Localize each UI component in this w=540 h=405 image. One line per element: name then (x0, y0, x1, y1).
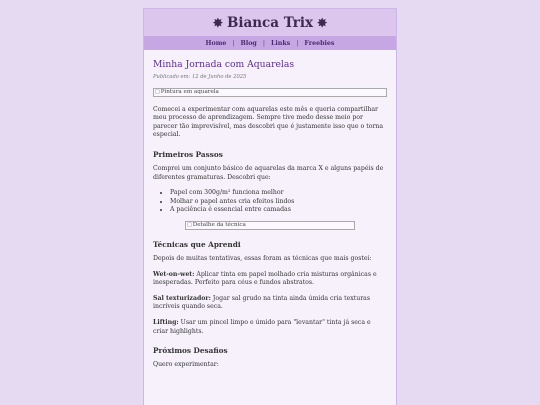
broken-image-technique (185, 221, 355, 230)
nav-link-freebies[interactable]: Freebies (304, 39, 335, 47)
technique-paragraph (153, 319, 387, 336)
list-item: • Papel com 300g/m² funciona melhor (170, 189, 387, 198)
technique-name: Lifting: (153, 318, 179, 326)
intro-paragraph: Comecei a experimentar com aquarelas este mês e queria compartilhar meu processo de aprendizagem. Sempre tive medo desse meio por parecer tão imprevisível, mas descobri que é justamente isso que o torna especial. (153, 105, 384, 139)
technique-name: Wet-on-wet: (153, 270, 195, 278)
list-item: • A paciência é essencial entre camadas (170, 206, 387, 215)
technique-paragraph (153, 271, 387, 288)
technique-description: Jogar sal grudo na tinta ainda úmida cria texturas incríveis quando seca. (153, 294, 371, 311)
image-alt-text: Detalhe da técnica (192, 221, 246, 228)
technique-name: Sal texturizador: (153, 294, 211, 302)
technique-description: Aplicar tinta em papel molhado cria misturas orgânicas e inesperadas. Perfeito para céus e fundos abstratos. (153, 270, 377, 287)
post-date: Publicado em: 12 de Junho de 2025 (153, 74, 247, 80)
main-nav (144, 36, 396, 50)
post-title: Minha Jornada com Aquarelas (153, 59, 295, 70)
nav-link-blog[interactable]: Blog (240, 39, 257, 47)
broken-image-icon: □ (187, 221, 192, 228)
section-heading-techniques: Técnicas que Aprendi (153, 239, 241, 249)
site-title: Bianca Trix (226, 14, 314, 31)
post-content (144, 59, 396, 370)
nav-separator: | (262, 39, 265, 47)
section-heading-first-steps: Primeiros Passos (153, 149, 223, 159)
technique-description: Usar um pincel limpo e úmido para "levantar" tinta já seca e criar highlights. (153, 318, 371, 335)
findings-list (153, 189, 387, 215)
section-heading-next-challenges: Próximos Desafios (153, 346, 228, 356)
blog-page (143, 8, 397, 405)
nav-link-home[interactable]: Home (205, 39, 227, 47)
image-alt-text: Pintura em aquarela (160, 88, 219, 95)
next-challenges-paragraph: Quero experimentar: (153, 361, 219, 369)
first-steps-paragraph: Comprei um conjunto básico de aquarelas da marca X e alguns papéis de diferentes gramaturas. Descobri que: (153, 164, 384, 181)
technique-paragraph (153, 295, 387, 312)
star-icon: ✸ (317, 15, 328, 30)
techniques-intro: Depois de muitas tentativas, essas foram as técnicas que mais gostei: (153, 254, 372, 262)
nav-separator: | (232, 39, 235, 47)
nav-link-links[interactable]: Links (270, 39, 291, 47)
broken-image-icon: □ (155, 88, 160, 95)
broken-image-watercolor (153, 88, 387, 97)
nav-separator: | (296, 39, 299, 47)
star-icon: ✸ (212, 15, 223, 30)
site-header (144, 9, 396, 36)
list-item: • Molhar o papel antes cria efeitos lindos (170, 198, 387, 207)
